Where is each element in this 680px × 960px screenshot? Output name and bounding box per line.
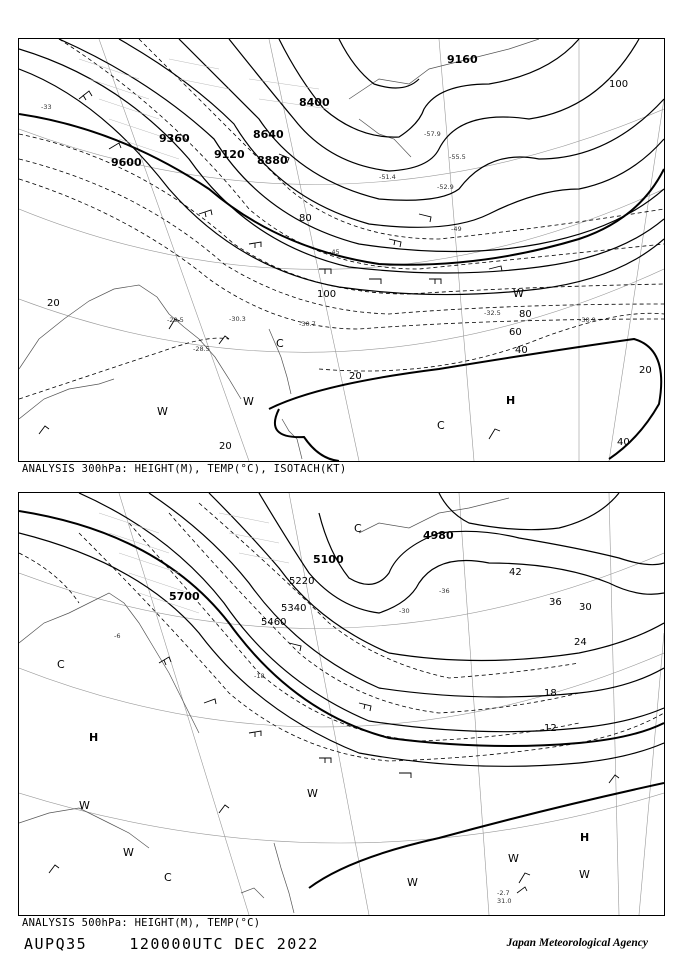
map-300hpa (19, 39, 664, 461)
height-label: 9600 (111, 156, 142, 169)
temp-label: -30.7 (299, 320, 316, 328)
center-marker: W (79, 799, 90, 812)
height-label: 9120 (214, 148, 245, 161)
temp-label: -30.3 (229, 315, 246, 323)
temp-label: 24 (574, 637, 587, 648)
isotach-label: 40 (617, 437, 630, 448)
temp-label: -36 (439, 587, 450, 595)
height-label: 5700 (169, 590, 200, 603)
coastline-500 (19, 498, 512, 913)
temp-label: -55.5 (449, 153, 466, 161)
height-label: 9160 (447, 53, 478, 66)
temp-label: -32.5 (484, 309, 501, 317)
isotach-label: 40 (515, 345, 528, 356)
agency-name: Japan Meteorological Agency (506, 937, 648, 949)
center-marker: W (513, 287, 524, 300)
temp-label: -30.9 (579, 316, 596, 324)
center-marker: C (354, 522, 362, 535)
temp-label: -18 (254, 672, 265, 680)
isotach-label: 80 (519, 309, 532, 320)
height-label: 8640 (253, 128, 284, 141)
center-marker: H (506, 394, 516, 407)
height-label: 5460 (261, 617, 287, 628)
center-marker: W (243, 395, 254, 408)
temp-label: -45 (329, 248, 340, 256)
product-code: AUPQ35 (24, 935, 88, 953)
center-marker: C (164, 871, 172, 884)
temp-label: -28.5 (193, 345, 210, 353)
issue-time: 120000UTC DEC 2022 (129, 935, 319, 953)
height-contours-500 (19, 493, 664, 766)
obs-value: 31.0 (497, 897, 512, 905)
caption-300hpa: ANALYSIS 300hPa: HEIGHT(M), TEMP(°C), ISOTACH(KT) (22, 463, 347, 475)
temp-label: -52.9 (437, 183, 454, 191)
height-label: 9360 (159, 132, 190, 145)
temp-label: -30 (399, 607, 410, 615)
map-500hpa (19, 493, 664, 915)
isotach-label: 80 (299, 213, 312, 224)
center-marker: H (580, 831, 590, 844)
isotach-label: 20 (349, 371, 362, 382)
isotherms-300 (19, 39, 664, 399)
product-header (24, 935, 319, 953)
center-marker: W (307, 787, 318, 800)
temp-label: -57.9 (424, 130, 441, 138)
chart-300hpa (18, 38, 665, 462)
center-marker: W (508, 852, 519, 865)
caption-500hpa: ANALYSIS 500hPa: HEIGHT(M), TEMP(°C) (22, 917, 261, 929)
center-marker: W (407, 876, 418, 889)
temp-label: 36 (549, 597, 562, 608)
isotach-label: 100 (317, 289, 337, 300)
isotach-label: 20 (47, 298, 60, 309)
height-label: 8400 (299, 96, 330, 109)
height-label: 5220 (289, 576, 315, 587)
center-marker: H (89, 731, 99, 744)
isotach-label: 20 (639, 365, 652, 376)
isotach-label: 100 (609, 79, 629, 90)
center-marker: C (437, 419, 445, 432)
temp-label: 30 (579, 602, 592, 613)
wind-barbs-500 (49, 643, 619, 883)
temp-label: 18 (544, 688, 557, 699)
center-marker: W (123, 846, 134, 859)
isotach-label: 20 (219, 441, 232, 452)
center-marker: W (579, 868, 590, 881)
height-label: 4980 (423, 529, 454, 542)
temp-label: -33 (41, 103, 52, 111)
temp-label: -6 (114, 632, 121, 640)
temp-label: -49 (451, 225, 462, 233)
obs-station-500 (497, 887, 527, 905)
latlon-grid-300 (19, 39, 664, 461)
temp-label: 42 (509, 567, 522, 578)
temp-label: 12 (544, 723, 557, 734)
center-marker: C (276, 337, 284, 350)
temp-label: -29.5 (167, 316, 184, 324)
isotach-label: 60 (509, 327, 522, 338)
chart-500hpa (18, 492, 665, 916)
isotach-labels-300 (47, 79, 652, 452)
height-label: 8880 (257, 154, 288, 167)
center-marker: C (57, 658, 65, 671)
height-label: 5100 (313, 553, 344, 566)
obs-temp: -2.7 (497, 889, 510, 897)
center-marker: W (157, 405, 168, 418)
temp-label: -51.4 (379, 173, 396, 181)
height-label: 5340 (281, 603, 307, 614)
